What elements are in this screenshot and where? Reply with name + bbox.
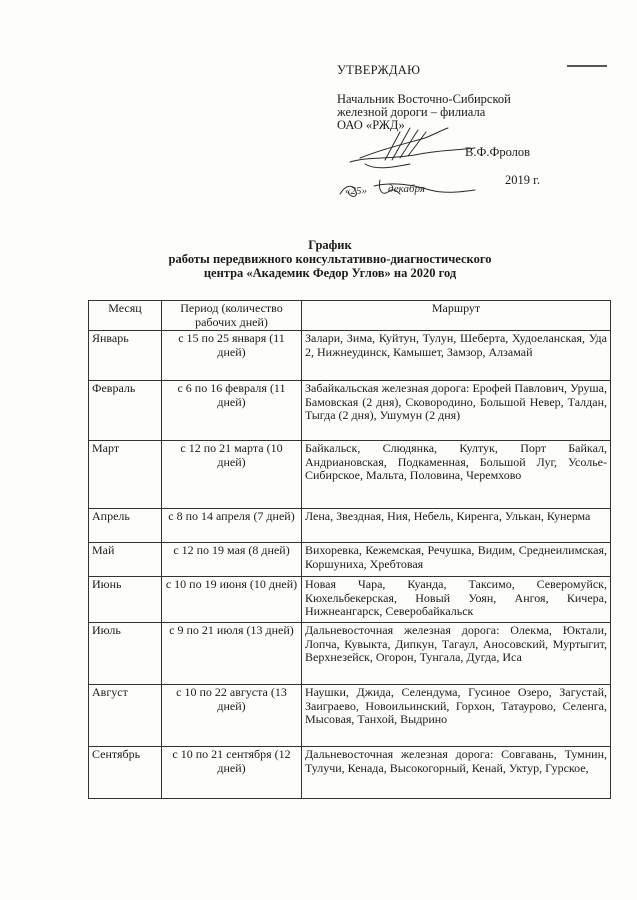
cell-month: Февраль <box>89 381 162 441</box>
cell-month: Сентябрь <box>89 747 162 799</box>
cell-period: с 12 по 19 мая (8 дней) <box>162 543 302 577</box>
approval-date-day: «25» <box>345 185 367 197</box>
cell-month: Май <box>89 543 162 577</box>
table-row <box>89 747 611 799</box>
cell-route: Наушки, Джида, Селендума, Гусиное Озеро, Загустай, Заиграево, Новоильинский, Горхон, Татаурово, Селенга, Мысовая, Танхой, Выдрино <box>302 685 611 747</box>
approval-title: УТВЕРЖДАЮ <box>337 63 421 77</box>
header-period: Период (количество рабочих дней) <box>162 301 302 331</box>
cell-period: с 6 по 16 февраля (11 дней) <box>162 381 302 441</box>
schedule-table <box>88 300 611 799</box>
cell-month: Январь <box>89 331 162 381</box>
heading-line: центра «Академик Федор Углов» на 2020 год <box>203 266 457 280</box>
header-route: Маршрут <box>302 301 611 331</box>
table-row <box>89 509 611 543</box>
cell-period: с 12 по 21 марта (10 дней) <box>162 441 302 509</box>
table-row <box>89 577 611 623</box>
cell-period: с 15 по 25 января (11 дней) <box>162 331 302 381</box>
cell-period: с 8 по 14 апреля (7 дней) <box>162 509 302 543</box>
cell-month: Июнь <box>89 577 162 623</box>
cell-period: с 10 по 22 августа (13 дней) <box>162 685 302 747</box>
cell-route: Новая Чара, Куанда, Таксимо, Северомуйск, Кюхельбекерская, Новый Уоян, Ангоя, Кичера, Нижнеангарск, Северобайкальск <box>302 577 611 623</box>
table-row <box>89 623 611 685</box>
approval-date-year: 2019 г. <box>505 173 540 187</box>
cell-route: Вихоревка, Кежемская, Речушка, Видим, Среднеилимская, Коршуниха, Хребтовая <box>302 543 611 577</box>
document-heading <box>100 238 560 280</box>
table-row <box>89 381 611 441</box>
cell-route: Дальневосточная железная дорога: Олекма, Юктали, Лопча, Кувыкта, Дипкун, Тагаул, Аносовский, Муртыгит, Верхнезейск, Огорон, Тунгала, Дугда, Иса <box>302 623 611 685</box>
table-row <box>89 331 611 381</box>
cell-month: Июль <box>89 623 162 685</box>
cell-month: Март <box>89 441 162 509</box>
cell-period: с 10 по 21 сентября (12 дней) <box>162 747 302 799</box>
cell-period: с 9 по 21 июля (13 дней) <box>162 623 302 685</box>
cell-month: Август <box>89 685 162 747</box>
signatory-name: В.Ф.Фролов <box>465 145 531 159</box>
table-row <box>89 685 611 747</box>
heading-line: работы передвижного консультативно-диагностического <box>168 252 492 266</box>
approval-position-line: железной дороги – филиала <box>337 105 486 119</box>
heading-line: График <box>308 238 352 252</box>
handwritten-signature-and-date <box>330 120 480 200</box>
approval-position-line: Начальник Восточно-Сибирской <box>337 92 511 106</box>
approval-position-line: ОАО «РЖД» <box>337 118 405 132</box>
header-month: Месяц <box>89 301 162 331</box>
table-header-row <box>89 301 611 331</box>
cell-period: с 10 по 19 июня (10 дней) <box>162 577 302 623</box>
approval-date-month: декабря <box>388 183 425 195</box>
cell-route: Забайкальская железная дорога: Ерофей Павлович, Уруша, Бамовская (2 дня), Сковородино, Большой Невер, Талдан, Тыгда (2 дня), Ушумун (2 дня) <box>302 381 611 441</box>
cell-route: Залари, Зима, Куйтун, Тулун, Шеберта, Худоеланская, Уда 2, Нижнеудинск, Камышет, Замзор, Алзамай <box>302 331 611 381</box>
cell-route: Байкальск, Слюдянка, Култук, Порт Байкал, Андриановская, Подкаменная, Большой Луг, Усолье-Сибирское, Мальта, Половина, Черемхово <box>302 441 611 509</box>
cell-route: Лена, Звездная, Ния, Небель, Киренга, Улькан, Кунерма <box>302 509 611 543</box>
table-row <box>89 543 611 577</box>
cell-route: Дальневосточная железная дорога: Совгавань, Тумнин, Тулучи, Кенада, Высокогорный, Кенай, Уктур, Гурское, <box>302 747 611 799</box>
table-row <box>89 441 611 509</box>
cell-month: Апрель <box>89 509 162 543</box>
